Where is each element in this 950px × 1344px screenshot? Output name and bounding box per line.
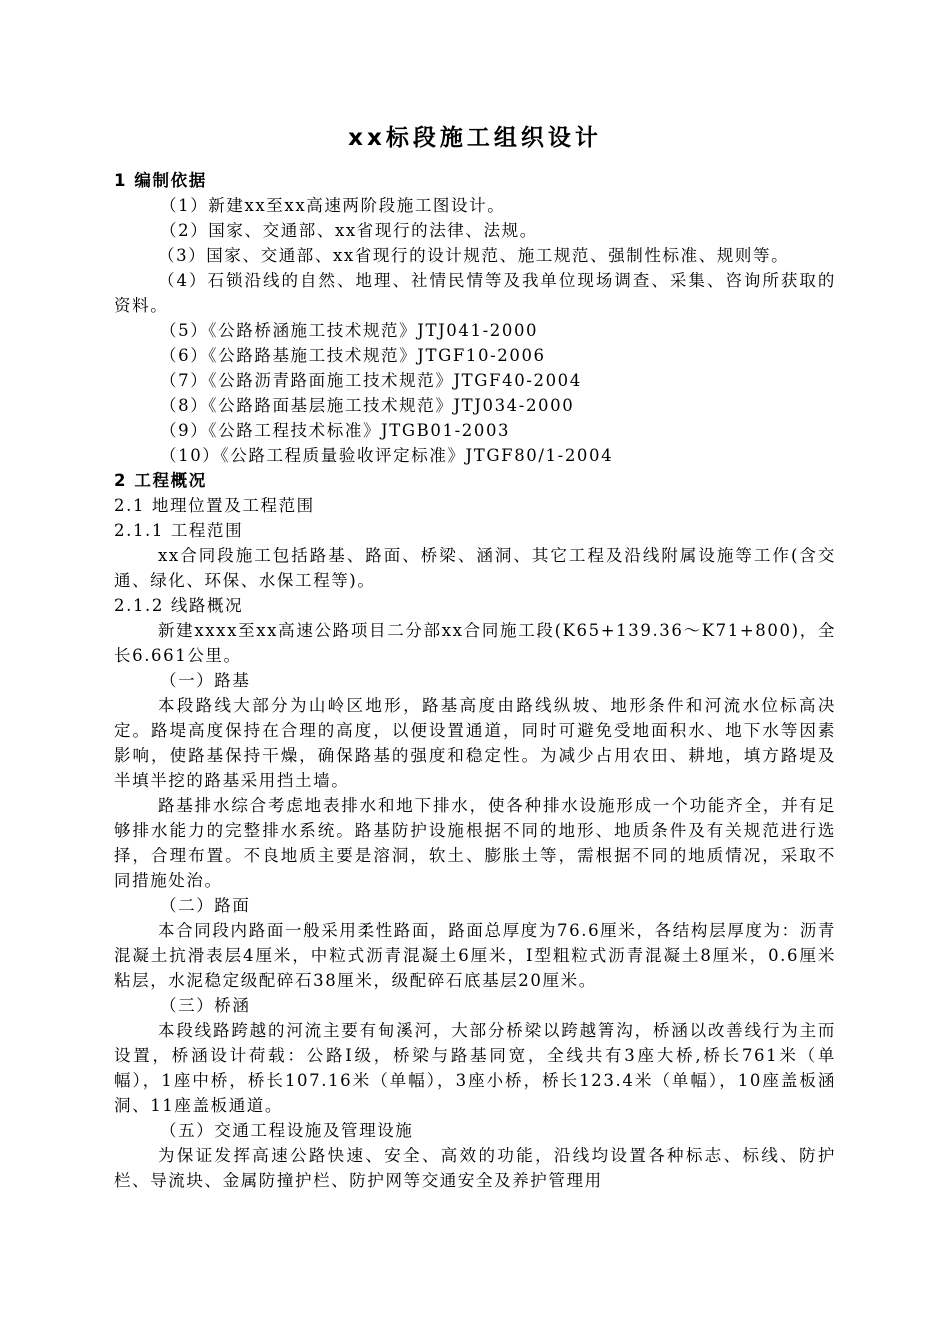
item-heading-subgrade: （一）路基 (160, 671, 251, 690)
basis-item: （9）《公路工程技术标准》JTGB01-2003 (160, 421, 511, 440)
basis-item: （3）国家、交通部、xx省现行的设计规范、施工规范、强制性标准、规则等。 (158, 246, 790, 265)
item-heading-bridge: （三）桥涵 (160, 996, 251, 1015)
section-heading-basis: 1 编制依据 (114, 171, 207, 190)
basis-item: （5）《公路桥涵施工技术规范》JTJ041-2000 (160, 321, 539, 340)
paragraph-scope: xx合同段施工包括路基、路面、桥梁、涵洞、其它工程及沿线附属设施等工作(含交通、绿化、环保、水保工程等)。 (114, 546, 836, 590)
basis-item: （10）《公路工程质量验收评定标准》JTGF80/1-2004 (160, 446, 614, 465)
paragraph-drainage: 路基排水综合考虑地表排水和地下排水，使各种排水设施形成一个功能齐全，并有足够排水能力的完整排水系统。路基防护设施根据不同的地形、地质条件及有关规范进行选择，合理布置。不良地质主要是溶洞，软土、膨胀土等，需根据不同的地质情况，采取不同措施处治。 (114, 796, 836, 890)
basis-item: （7）《公路沥青路面施工技术规范》JTGF40-2004 (160, 371, 582, 390)
subsection-heading: 2.1.1 工程范围 (114, 521, 244, 540)
section-heading-overview: 2 工程概况 (114, 471, 207, 490)
basis-item: （1）新建xx至xx高速两阶段施工图设计。 (160, 196, 506, 215)
subsection-heading: 2.1 地理位置及工程范围 (114, 496, 315, 515)
item-heading-pavement: （二）路面 (160, 896, 251, 915)
paragraph-pavement: 本合同段内路面一般采用柔性路面，路面总厚度为76.6厘米，各结构层厚度为：沥青混凝土抗滑表层4厘米，中粒式沥青混凝土6厘米，Ⅰ型粗粒式沥青混凝土8厘米，0.6厘米粘层，水泥稳定级配碎石38厘米，级配碎石底基层20厘米。 (114, 921, 836, 990)
paragraph-bridge: 本段线路跨越的河流主要有甸溪河，大部分桥梁以跨越箐沟，桥涵以改善线行为主而设置，桥涵设计荷载：公路Ⅰ级，桥梁与路基同宽，全线共有3座大桥,桥长761米（单幅），1座中桥，桥长107.16米（单幅），3座小桥，桥长123.4米（单幅），10座盖板涵洞、11座盖板通道。 (114, 1021, 836, 1115)
item-heading-traffic: （五）交通工程设施及管理设施 (160, 1121, 414, 1140)
paragraph-route: 新建xxxx至xx高速公路项目二分部xx合同施工段(K65+139.36～K71+800)，全长6.661公里。 (114, 621, 836, 665)
basis-item: （4）石锁沿线的自然、地理、社情民情等及我单位现场调查、采集、咨询所获取的资料。 (114, 271, 836, 315)
paragraph-traffic: 为保证发挥高速公路快速、安全、高效的功能，沿线均设置各种标志、标线、防护栏、导流块、金属防撞护栏、防护网等交通安全及养护管理用 (114, 1146, 836, 1190)
paragraph-subgrade: 本段路线大部分为山岭区地形，路基高度由路线纵坡、地形条件和河流水位标高决定。路堤高度保持在合理的高度，以便设置通道，同时可避免受地面积水、地下水等因素影响，使路基保持干燥，确保路基的强度和稳定性。为减少占用农田、耕地，填方路堤及半填半挖的路基采用挡土墙。 (114, 696, 836, 790)
basis-item: （6）《公路路基施工技术规范》JTGF10-2006 (160, 346, 546, 365)
basis-item: （8）《公路路面基层施工技术规范》JTJ034-2000 (160, 396, 575, 415)
basis-item: （2）国家、交通部、xx省现行的法律、法规。 (160, 221, 538, 240)
subsection-heading: 2.1.2 线路概况 (114, 596, 244, 615)
document-title: xx标段施工组织设计 (348, 125, 602, 151)
